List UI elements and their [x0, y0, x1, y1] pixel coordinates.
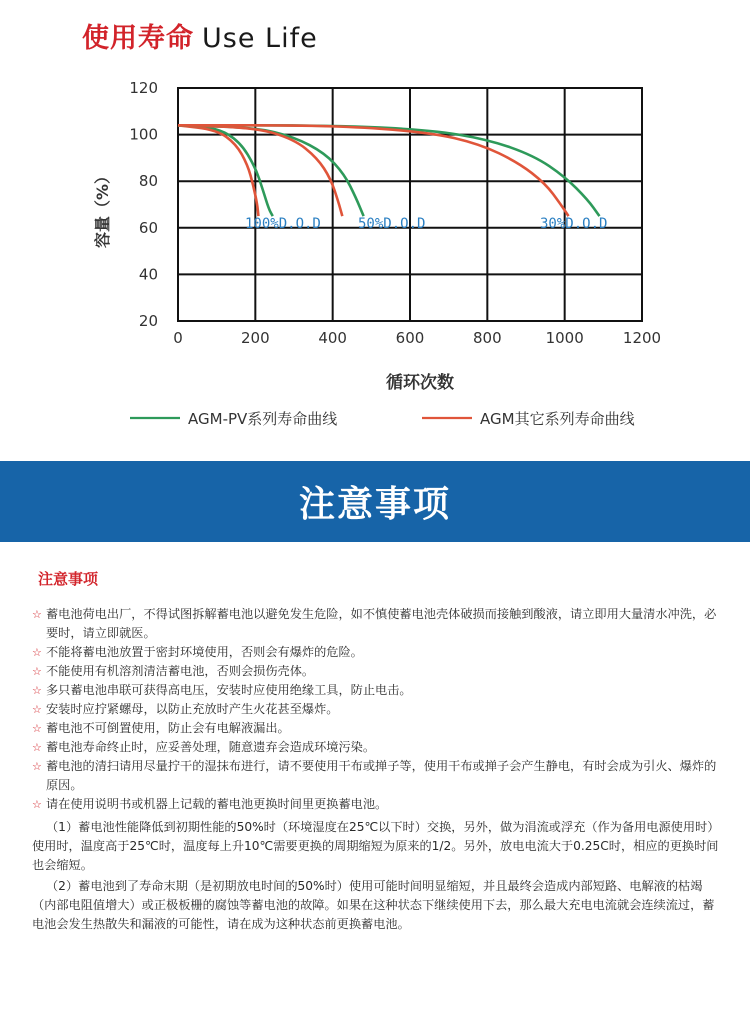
x-tick-label: 400: [318, 329, 347, 347]
chart-legend: [130, 410, 635, 428]
legend-label: AGM-PV系列寿命曲线: [188, 410, 338, 428]
note-text: 不能将蓄电池放置于密封环境使用，否则会有爆炸的危险。: [46, 645, 363, 659]
dod-annotation: 100%D.O.D: [245, 216, 321, 232]
note-text: 蓄电池寿命终止时，应妥善处理，随意遗弃会造成环境污染。: [46, 740, 376, 754]
star-icon: ☆: [32, 665, 42, 678]
y-tick-label: 80: [138, 172, 158, 191]
dod-annotation: 50%D.O.D: [358, 216, 426, 232]
star-icon: ☆: [32, 760, 42, 773]
star-icon: ☆: [32, 722, 42, 735]
chart-annotations: [245, 216, 607, 232]
chart-grid: [178, 88, 642, 321]
note-item: [32, 795, 722, 814]
note-text: 请在使用说明书或机器上记载的蓄电池更换时间里更换蓄电池。: [46, 797, 388, 811]
y-tick-label: 60: [138, 218, 158, 237]
chart-series: [178, 125, 599, 216]
notes-paragraph-2: （2）蓄电池到了寿命末期（是初期放电时间的50%时）使用可能时间明显缩短，并且最终会造成内部短路、电解液的枯竭（内部电阻值增大）或正极板栅的腐蚀等蓄电池的故障。如果在这种状态下继续使用下去，那么最大充电电流就会连续流过，蓄电池会发生热散失和漏液的可能性，请在成为这种状态前更换蓄电池。: [32, 879, 715, 931]
notes-paragraph-1: （1）蓄电池性能降低到初期性能的50%时（环境湿度在25℃以下时）交换，另外，做为涓流或浮充（作为备用电源使用时）使用时，温度高于25℃时，温度每上升10℃需要更换的周期缩短为原来的1/2。另外，放电电流大于0.25C时，相应的更换时间也会缩短。: [32, 820, 720, 872]
legend-label: AGM其它系列寿命曲线: [480, 410, 635, 428]
x-tick-label: 1000: [545, 329, 584, 347]
star-icon: ☆: [32, 798, 42, 811]
y-tick-label: 120: [129, 79, 158, 97]
series-line: [178, 125, 569, 216]
series-line: [178, 125, 342, 216]
note-item: [32, 700, 722, 719]
star-icon: ☆: [32, 703, 42, 716]
page-title-en: Use Life: [202, 23, 318, 54]
page-title-cn: 使用寿命: [82, 23, 194, 54]
series-line: [178, 125, 599, 216]
banner-title: 注意事项: [298, 484, 451, 525]
note-text: 蓄电池荷电出厂，不得试图拆解蓄电池以避免发生危险，如不慎使蓄电池壳体破损而接触到酸液，请立即用大量清水冲洗，必要时，请立即就医。: [46, 607, 717, 640]
series-line: [178, 125, 273, 216]
star-icon: ☆: [32, 684, 42, 697]
dod-annotation: 30%D.O.D: [540, 216, 608, 232]
note-text: 安装时应拧紧螺母，以防止充放时产生火花甚至爆炸。: [46, 702, 339, 716]
y-tick-label: 40: [138, 265, 158, 284]
y-tick-label: 20: [138, 312, 158, 330]
x-tick-label: 1200: [622, 329, 662, 347]
life-curve-chart: [0, 60, 750, 440]
page-title: [82, 16, 318, 55]
note-text: 蓄电池的清扫请用尽量拧干的湿抹布进行，请不要使用干布或掸子等，使用干布或掸子会产生静电，有时会成为引火、爆炸的原因。: [46, 759, 717, 792]
x-axis-label: 循环次数: [386, 373, 454, 393]
x-tick-label: 800: [473, 329, 502, 347]
note-item: [32, 605, 722, 643]
notes-heading: 注意事项: [38, 570, 99, 588]
note-text: 蓄电池不可倒置使用，防止会有电解液漏出。: [46, 721, 290, 735]
note-item: [32, 757, 722, 795]
notice-banner: [0, 461, 750, 542]
x-tick-label: 0: [173, 329, 183, 347]
series-line: [178, 125, 258, 216]
y-tick-label: 100: [129, 125, 158, 144]
star-icon: ☆: [32, 646, 42, 659]
note-item: [32, 738, 722, 757]
note-item: [32, 662, 722, 681]
note-item: [32, 681, 722, 700]
note-text: 不能使用有机溶剂清洁蓄电池，否则会损伤壳体。: [46, 664, 315, 678]
y-axis-label: 容量（%）: [93, 167, 112, 249]
series-line: [178, 125, 364, 216]
notes-body: [32, 605, 722, 934]
star-icon: ☆: [32, 741, 42, 754]
note-item: [32, 719, 722, 738]
note-text: 多只蓄电池串联可获得高电压，安装时应使用绝缘工具，防止电击。: [46, 683, 412, 697]
star-icon: ☆: [32, 608, 42, 621]
note-item: [32, 643, 722, 662]
chart-ticks: [129, 79, 661, 347]
notes-list: [32, 605, 722, 814]
x-tick-label: 200: [241, 329, 270, 347]
x-tick-label: 600: [395, 329, 425, 347]
